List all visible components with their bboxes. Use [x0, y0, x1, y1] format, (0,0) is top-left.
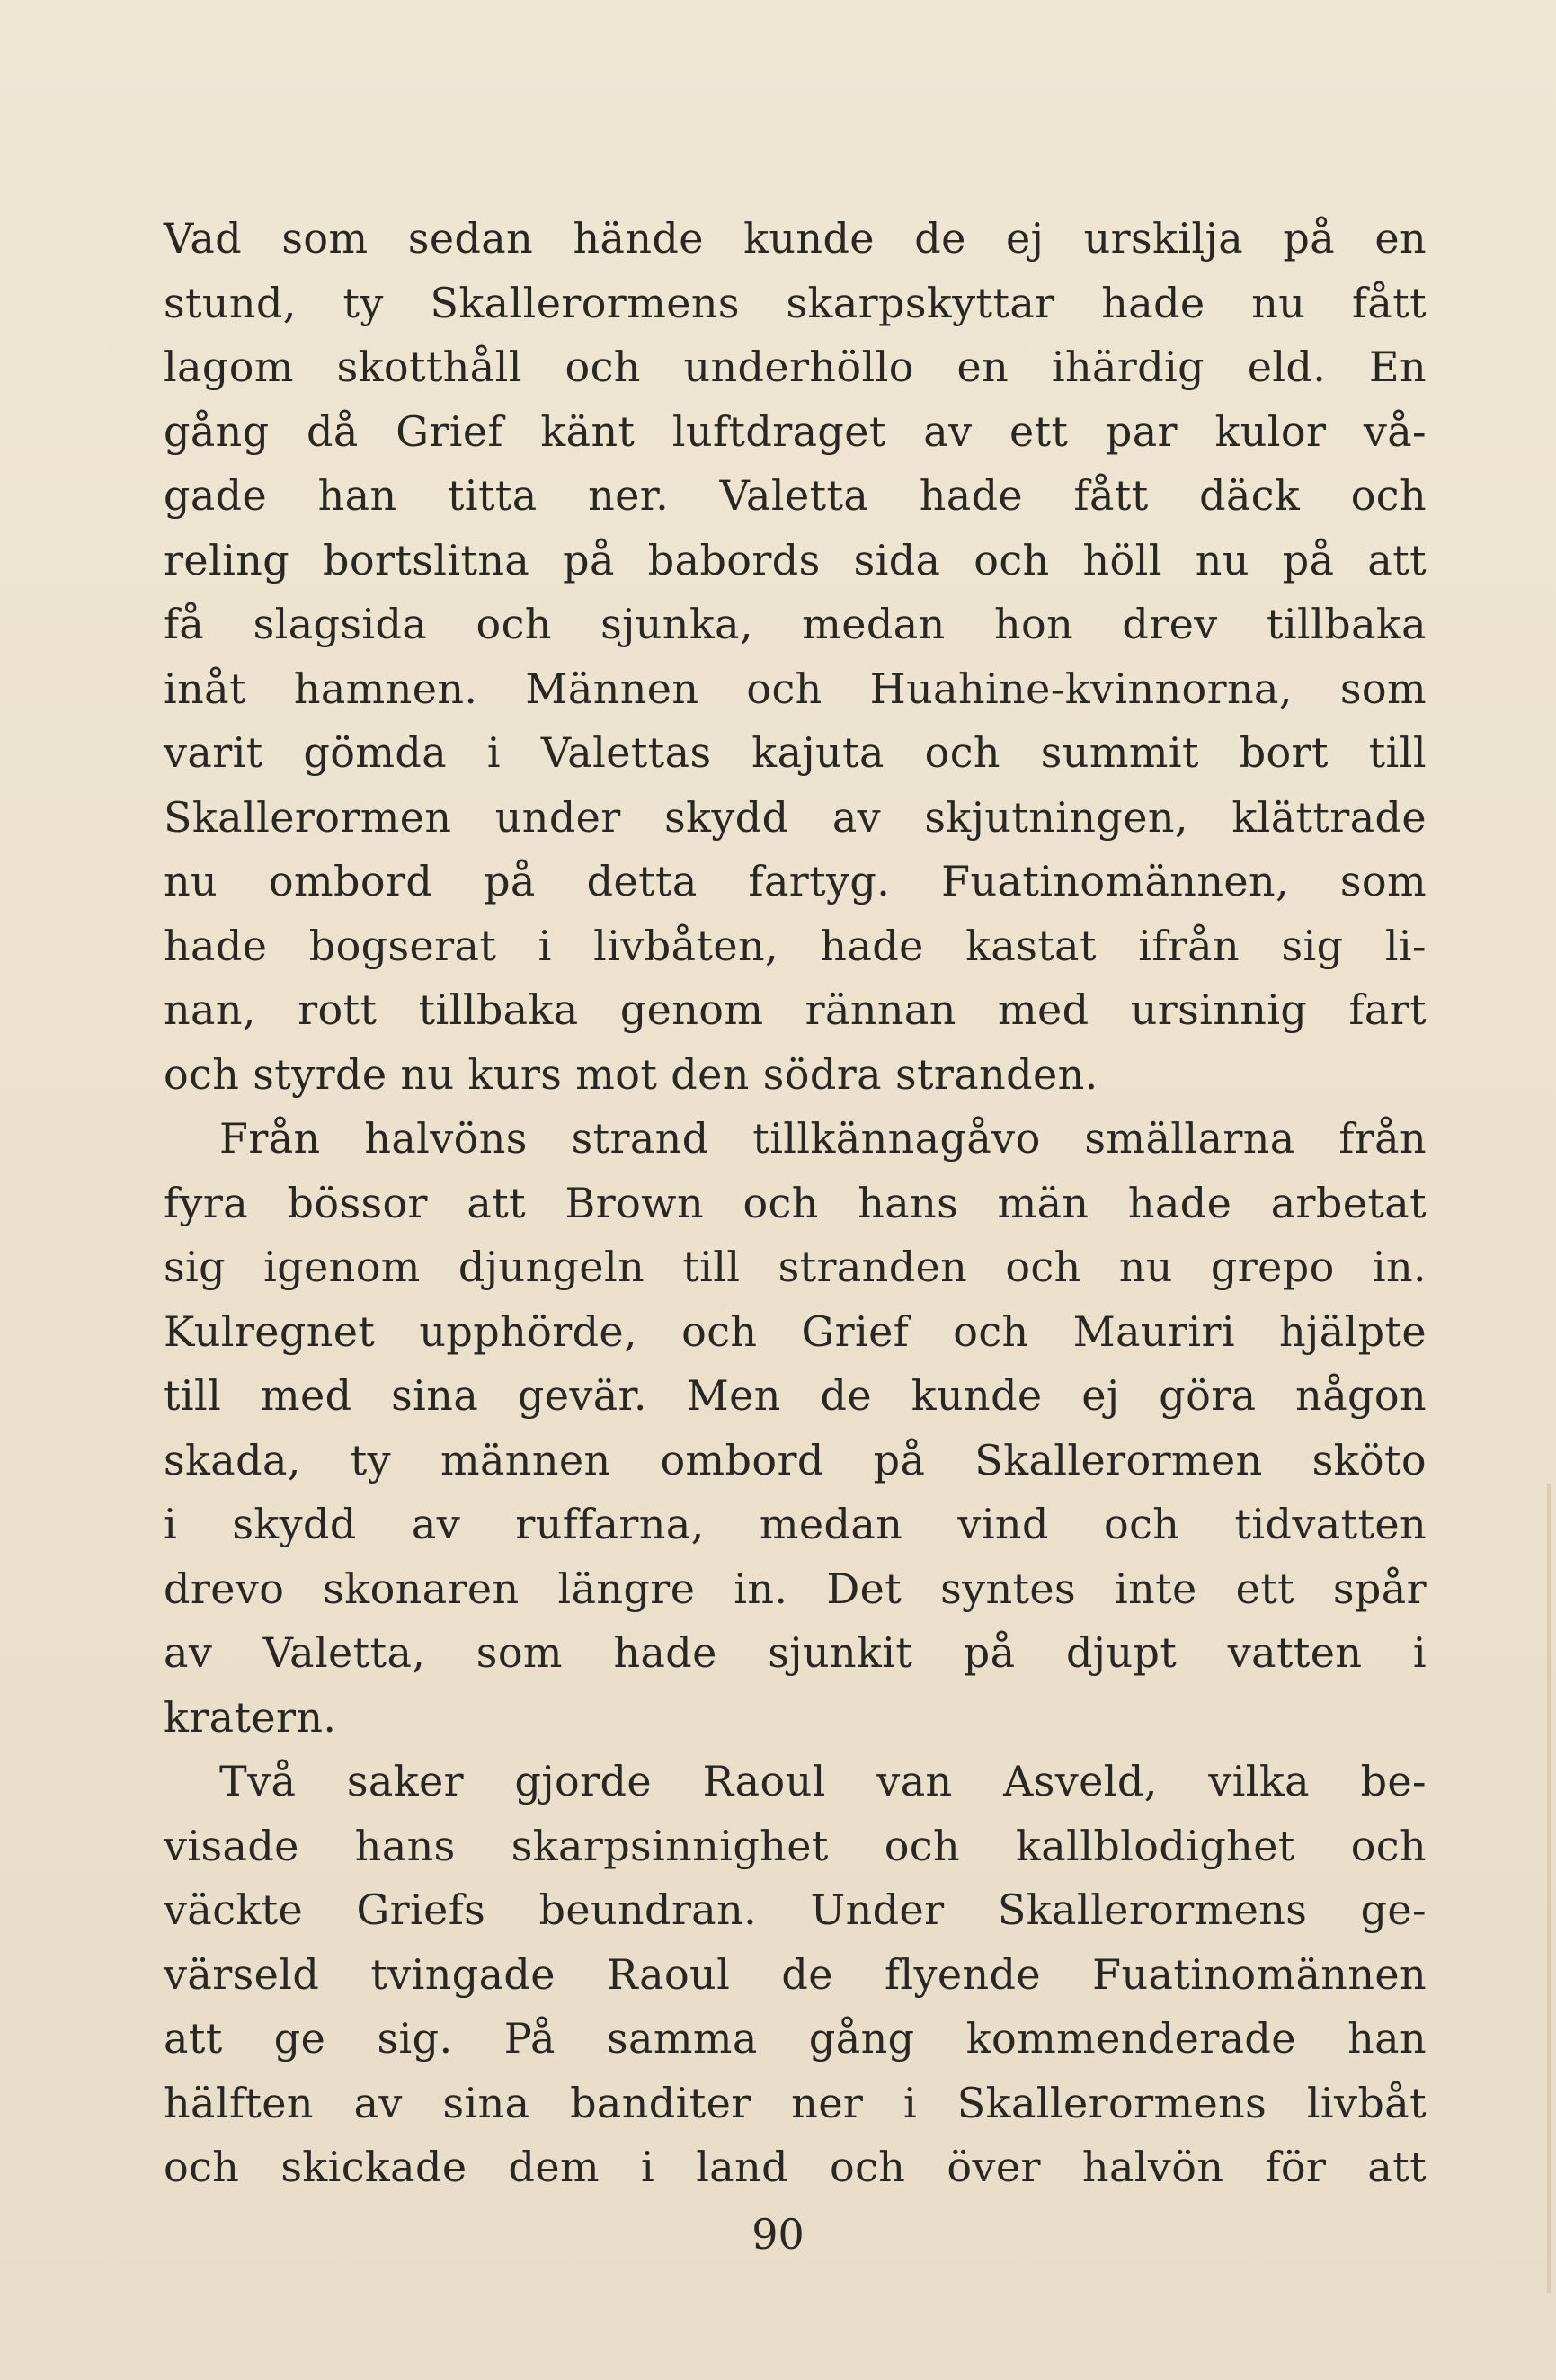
text-line-19: till med sina gevär. Men de kunde ej göra någon: [164, 1371, 1427, 1420]
text-line-22: drevo skonaren längre in. Det syntes inte ett spår: [164, 1564, 1427, 1613]
text-line-3: lagom skotthåll och underhöllo en ihärdig eld. En: [164, 343, 1427, 391]
page-edge-shadow: [1547, 1484, 1551, 2293]
text-line-14: och styrde nu kurs mot den södra stranden.: [164, 1049, 1098, 1099]
text-line-17: sig igenom djungeln till stranden och nu grepo in.: [164, 1243, 1427, 1291]
text-line-13: nan, rott tillbaka genom rännan med ursinnig fart: [164, 985, 1427, 1034]
text-line-23: av Valetta, som hade sjunkit på djupt vatten i: [164, 1628, 1427, 1677]
text-line-27: väckte Griefs beundran. Under Skallerormens ge-: [164, 1885, 1427, 1934]
text-line-29: att ge sig. På samma gång kommenderade han: [164, 2014, 1427, 2063]
text-line-16: fyra bössor att Brown och hans män hade arbetat: [164, 1178, 1427, 1227]
text-line-10: Skallerormen under skydd av skjutningen, klättrade: [164, 792, 1427, 842]
body-text: [164, 207, 1427, 2200]
text-line-1: Vad som sedan hände kunde de ej urskilja på en: [164, 214, 1427, 263]
text-line-8: inåt hamnen. Männen och Huahine-kvinnorna, som: [164, 664, 1427, 713]
text-line-30: hälften av sina banditer ner i Skallerormens livbåt: [164, 2078, 1427, 2127]
text-line-15: Från halvöns strand tillkännagåvo smällarna från: [219, 1114, 1427, 1163]
text-line-25: Två saker gjorde Raoul van Asveld, vilka be-: [219, 1757, 1427, 1805]
text-line-24: kratern.: [164, 1692, 337, 1742]
text-line-11: nu ombord på detta fartyg. Fuatinomännen, som: [164, 857, 1427, 905]
text-line-4: gång då Grief känt luftdraget av ett par kulor vå-: [164, 406, 1427, 456]
text-line-2: stund, ty Skallerormens skarpskyttar hade nu fått: [164, 278, 1427, 327]
text-line-7: få slagsida och sjunka, medan hon drev tillbaka: [164, 600, 1427, 648]
text-line-9: varit gömda i Valettas kajuta och summit bort till: [164, 728, 1427, 777]
text-line-21: i skydd av ruffarna, medan vind och tidvatten: [164, 1500, 1427, 1548]
page-number: 90: [751, 2210, 805, 2259]
text-line-31: och skickade dem i land och över halvön för att: [164, 2143, 1427, 2191]
text-line-28: värseld tvingade Raoul de flyende Fuatinomännen: [164, 1949, 1427, 1999]
text-line-5: gade han titta ner. Valetta hade fått däck och: [164, 471, 1427, 520]
text-line-6: reling bortslitna på babords sida och höll nu på att: [164, 535, 1427, 584]
text-line-26: visade hans skarpsinnighet och kallblodighet och: [164, 1821, 1427, 1870]
text-line-12: hade bogserat i livbåten, hade kastat ifrån sig li-: [164, 921, 1427, 970]
text-line-20: skada, ty männen ombord på Skallerormen sköto: [164, 1435, 1427, 1484]
text-line-18: Kulregnet upphörde, och Grief och Mauriri hjälpte: [164, 1306, 1427, 1356]
